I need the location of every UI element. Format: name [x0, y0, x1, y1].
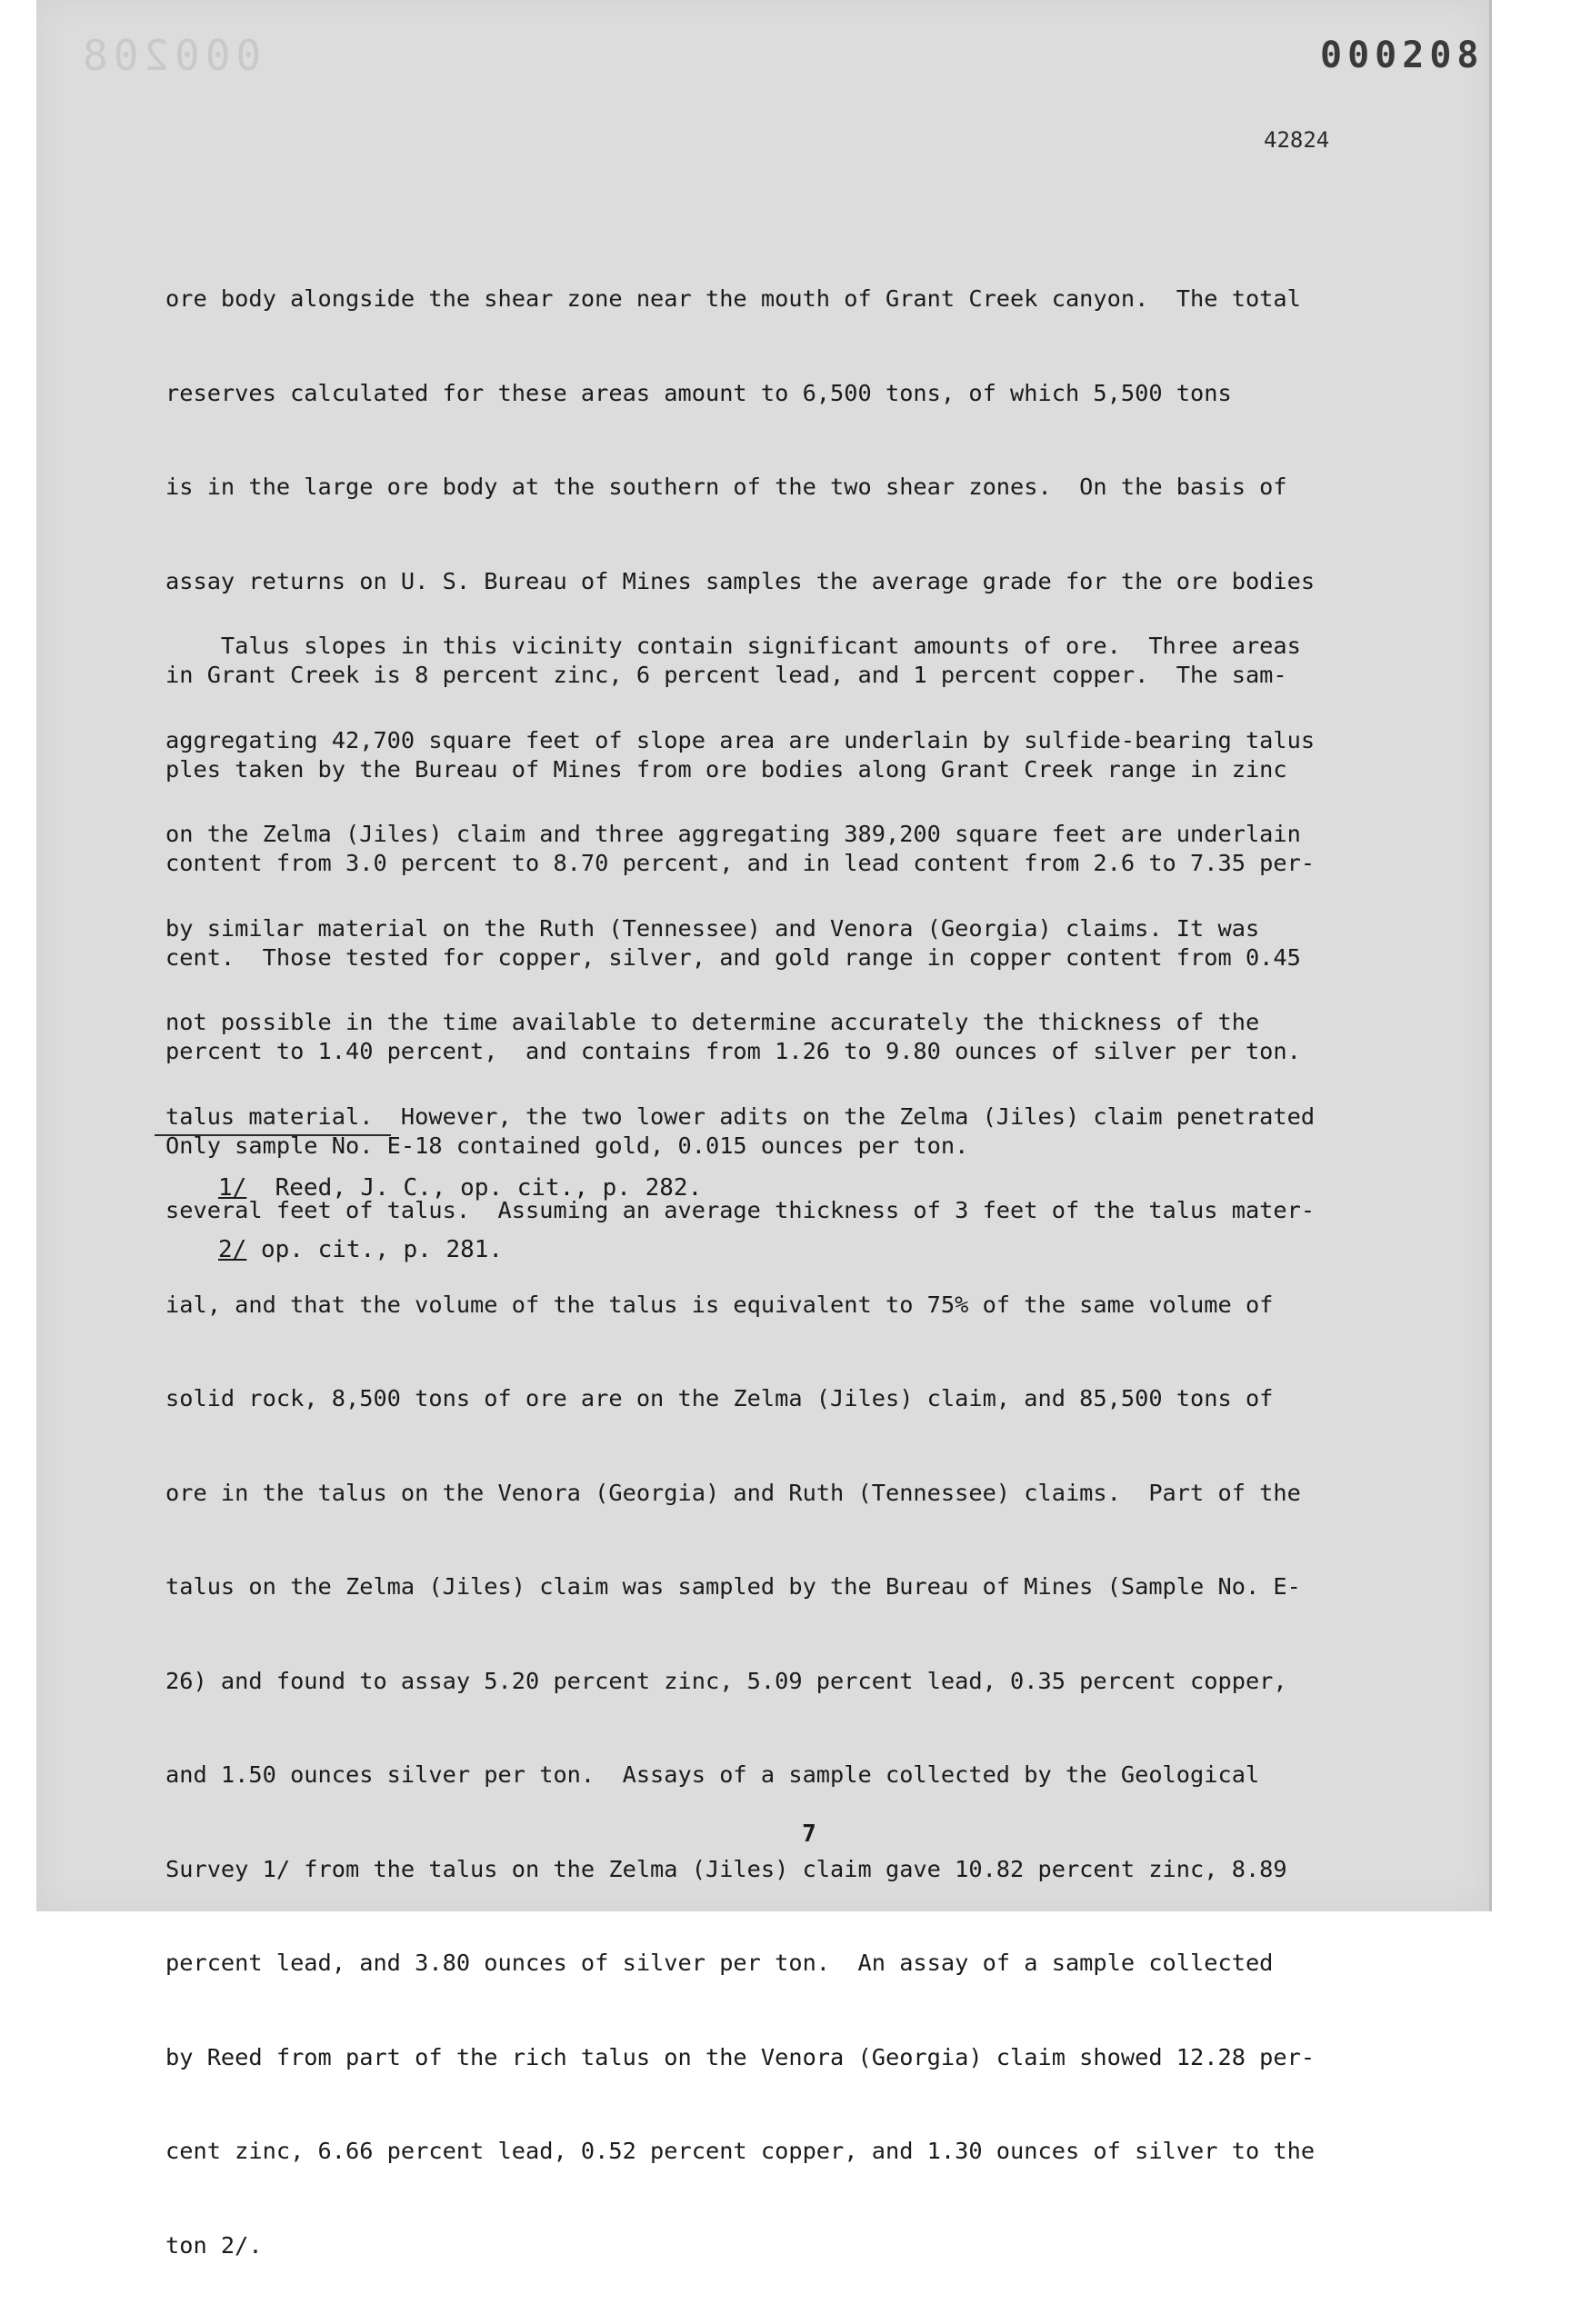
- text-line: Talus slopes in this vicinity contain significant amounts of ore. Three areas: [165, 633, 1301, 659]
- text-line: reserves calculated for these areas amount to 6,500 tons, of which 5,500 tons: [165, 379, 1232, 406]
- text-line: talus material. However, the two lower adits on the Zelma (Jiles) claim penetrated: [165, 1102, 1316, 1130]
- text-line: in Grant Creek is 8 percent zinc, 6 percent lead, and 1 percent copper. The sam-: [165, 662, 1287, 688]
- text-line: solid rock, 8,500 tons of ore are on the Zelma (Jiles) claim, and 85,500 tons of: [165, 1385, 1274, 1411]
- footnote-marker: 2/: [218, 1236, 247, 1263]
- text-line: Survey 1/ from the talus on the Zelma (Jiles) claim gave 10.82 percent zinc, 8.89: [165, 1855, 1287, 1882]
- text-line: ore body alongside the shear zone near the mouth of Grant Creek canyon. The total: [165, 285, 1301, 312]
- page-number: 7: [802, 1820, 816, 1848]
- document-number: 42824: [1264, 127, 1330, 153]
- text-line: assay returns on U. S. Bureau of Mines samples the average grade for the ore bodies: [165, 567, 1316, 594]
- footnote-2: [218, 1236, 503, 1263]
- document-page: [36, 0, 1492, 2259]
- text-line: cent. Those tested for copper, silver, and gold range in copper content from 0.45: [165, 943, 1301, 971]
- footnote-marker: 1/: [218, 1174, 247, 1202]
- text-line: cent zinc, 6.66 percent lead, 0.52 percent copper, and 1.30 ounces of silver to the: [165, 2138, 1316, 2164]
- text-line: and 1.50 ounces silver per ton. Assays of a sample collected by the Geological: [165, 1761, 1260, 1788]
- text-line: 26) and found to assay 5.20 percent zinc, 5.09 percent lead, 0.35 percent copper,: [165, 1667, 1287, 1694]
- paragraph-2: [165, 568, 1475, 2324]
- text-line: several feet of talus. Assuming an average thickness of 3 feet of the talus mater-: [165, 1197, 1316, 1223]
- footnote-divider: [155, 1134, 391, 1136]
- text-line: aggregating 42,700 square feet of slope area are underlain by sulfide-bearing talus: [165, 726, 1316, 753]
- text-line: ial, and that the volume of the talus is equivalent to 75% of the same volume of: [165, 1291, 1274, 1318]
- bleed-through-stamp: 000208: [77, 31, 262, 80]
- text-line: on the Zelma (Jiles) claim and three aggregating 389,200 square feet are underlain: [165, 821, 1301, 847]
- footnote-text: op. cit., p. 281.: [246, 1236, 504, 1263]
- text-line: is in the large ore body at the southern of the two shear zones. On the basis of: [165, 474, 1287, 500]
- text-line: percent to 1.40 percent, and contains from 1.26 to 9.80 ounces of silver per ton.: [165, 1038, 1301, 1064]
- footnote-text: Reed, J. C., op. cit., p. 282.: [246, 1174, 703, 1202]
- footnote-1: [218, 1174, 702, 1202]
- text-line: by similar material on the Ruth (Tennessee) and Venora (Georgia) claims. It was: [165, 914, 1260, 942]
- text-line: percent lead, and 3.80 ounces of silver per ton. An assay of a sample collected: [165, 1950, 1274, 1976]
- text-line: by Reed from part of the rich talus on the Venora (Georgia) claim showed 12.28 per-: [165, 2043, 1316, 2070]
- text-line: talus on the Zelma (Jiles) claim was sampled by the Bureau of Mines (Sample No. E-: [165, 1573, 1301, 1600]
- text-line: Only sample No. E-18 contained gold, 0.015 ounces per ton.: [165, 1132, 969, 1159]
- text-line: content from 3.0 percent to 8.70 percent, and in lead content from 2.6 to 7.35 per-: [165, 850, 1316, 876]
- page-stamp-number: 000208: [1320, 35, 1485, 76]
- text-line: not possible in the time available to determine accurately the thickness of the: [165, 1009, 1260, 1035]
- text-line: ton 2/.: [165, 2231, 263, 2259]
- text-line: ples taken by the Bureau of Mines from ore bodies along Grant Creek range in zinc: [165, 755, 1287, 783]
- text-line: ore in the talus on the Venora (Georgia) and Ruth (Tennessee) claims. Part of the: [165, 1479, 1301, 1506]
